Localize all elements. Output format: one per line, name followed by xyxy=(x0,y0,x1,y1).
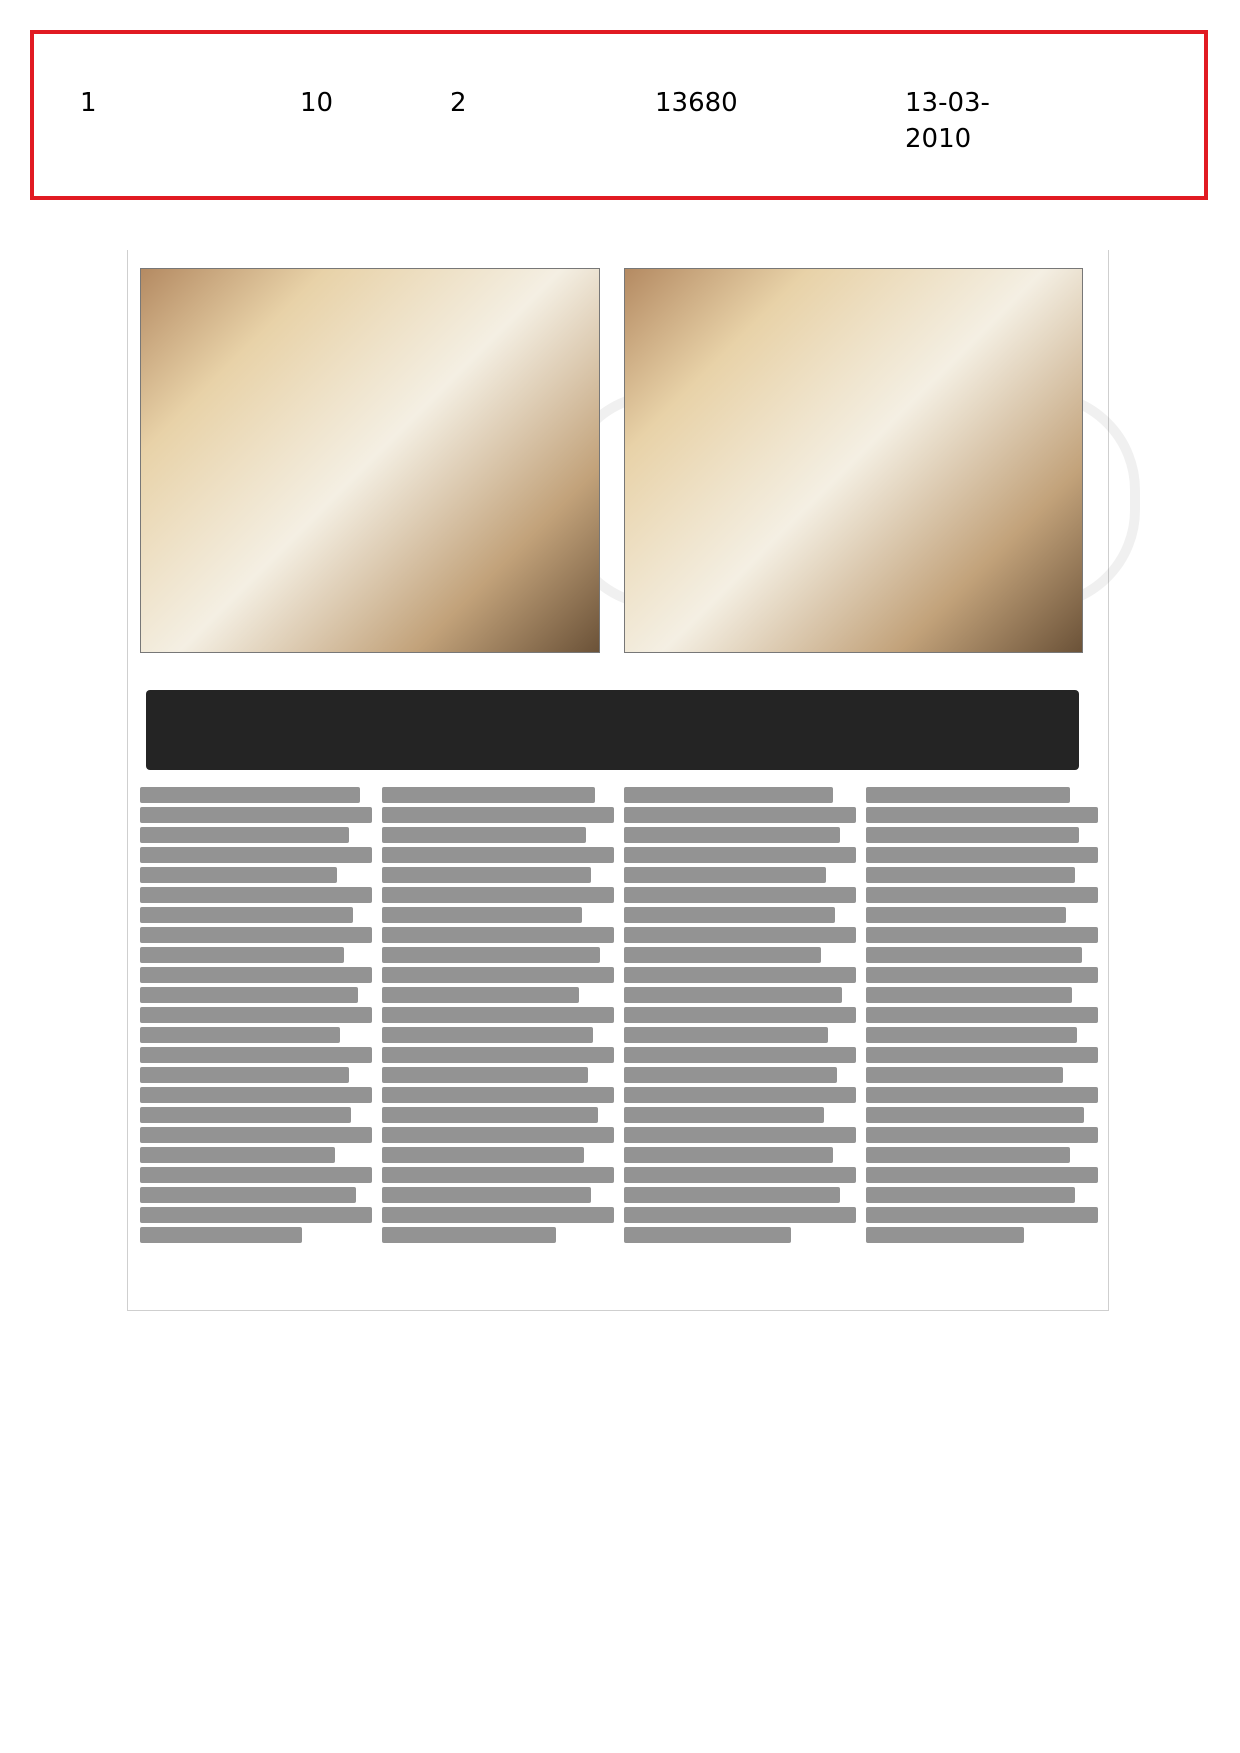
headline xyxy=(146,690,1079,770)
clipping-number-value: 1 xyxy=(80,88,97,118)
source-name xyxy=(651,30,731,58)
serial-label xyxy=(375,85,455,121)
article-column-4 xyxy=(140,787,372,1292)
date-label xyxy=(1085,85,1200,121)
source-label xyxy=(1088,32,1210,62)
article-column-3 xyxy=(382,787,614,1292)
photo-crown-prince xyxy=(140,268,600,653)
serial-value: 10 xyxy=(300,88,334,118)
metadata-row xyxy=(35,85,1165,154)
article-column-1 xyxy=(866,787,1098,1292)
issue-number-value: 13680 xyxy=(655,88,738,118)
issue-number-label xyxy=(770,85,880,121)
clipping-number-label xyxy=(165,85,295,121)
caption-right xyxy=(780,662,1080,676)
date-value: 13-03-2010 xyxy=(905,88,990,154)
photo-king xyxy=(624,268,1083,653)
article-column-2 xyxy=(624,787,856,1292)
page-number-value: 2 xyxy=(450,88,467,118)
caption-left xyxy=(350,662,600,676)
page-number-label xyxy=(535,85,655,121)
